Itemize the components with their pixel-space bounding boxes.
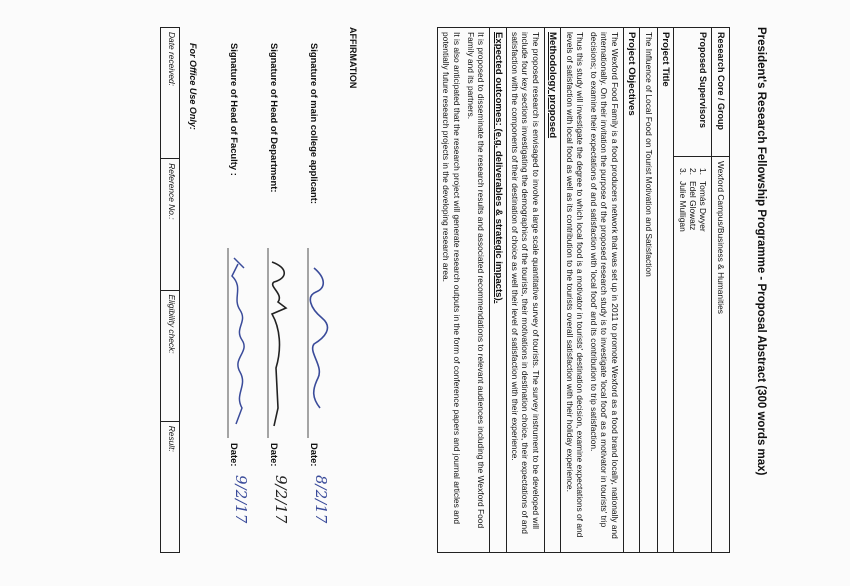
office-field-reference-no: Reference No.: (161, 159, 179, 290)
supervisor-number: 3. (677, 168, 688, 175)
office-field-result: Result: (167, 425, 177, 452)
objectives-paragraph: Thus this study will investigate the degree to which local food is a motivator in tourists' destination decision, examine expectations of and levels of satisfaction with local food as well as its contribution to the tourists overall satisfaction with their holiday experience. (564, 32, 585, 538)
handwritten-date: 9/2/17 (272, 475, 290, 524)
signature-label: Signature of Head of Department: (269, 43, 280, 193)
handwritten-signature (306, 248, 330, 438)
methodology-label: Methodology proposed (544, 28, 561, 552)
project-title-label: Project Title (657, 28, 674, 552)
research-core-row (711, 28, 729, 552)
research-core-label: Research Core / Group (712, 28, 729, 157)
form-title: President's Research Fellowship Programme - Proposal Abstract (300 words max) (755, 27, 767, 476)
supervisor-item (677, 161, 687, 548)
proposal-table (437, 27, 730, 553)
office-field-date-received: Date received: (161, 28, 179, 159)
research-core-value: Wexford Campus/Business & Humanities (716, 161, 726, 314)
supervisors-label: Proposed Supervisors (674, 28, 711, 157)
outcomes-paragraph: It is proposed to disseminate the research results and associated recommendations to relevant audiences including the Wexford Food Family and its partners. (465, 32, 487, 529)
signature-label: Signature of main college applicant: (309, 43, 320, 204)
project-section (438, 28, 673, 552)
supervisor-name: Tomás Dwyer (698, 181, 709, 232)
handwritten-date: 8/2/17 (312, 475, 330, 524)
supervisors-list (677, 161, 708, 548)
office-use-table (160, 27, 180, 553)
supervisor-item (698, 161, 708, 548)
outcomes-paragraph: It is also anticipated that the research project will generate research outputs in the form of conference papers and journal articles and potentially future research projects in the developing research area. (441, 32, 462, 525)
supervisor-name: Edel Glowatz (687, 181, 698, 231)
office-field-eligibility-check: Eligibility check: (161, 291, 179, 422)
signature-label: Signature of Head of Faculty : (229, 43, 240, 176)
supervisor-item (688, 161, 698, 548)
affirmation-label: AFFIRMATION (348, 27, 358, 89)
signature-line-head-of-department (264, 43, 290, 543)
outcomes-text (438, 28, 489, 552)
signature-line-head-of-faculty (224, 43, 250, 543)
date-label: Date: (229, 443, 240, 467)
supervisor-name: Julie Mulligan (677, 181, 688, 232)
handwritten-signature (226, 248, 250, 438)
supervisors-row (673, 28, 711, 552)
objectives-text (560, 28, 622, 552)
objectives-paragraph: The Wexford Food Family is a food producers network that was set up in 2011 to promote Wexford as a food brand locally, nationally and internationally. On their invitation the purpose of the proposed research study is to investigate 'local food' as a motivator in tourists' trip decisions; to examine their expectations of and satisfaction with 'local food' and its contribution to trip satisfaction. (589, 32, 620, 539)
date-label: Date: (269, 443, 280, 467)
office-use-label: For Office Use Only: (188, 43, 198, 130)
project-title-value: The Influence of Local Food on Tourist Motivation and Satisfaction (639, 28, 656, 552)
rotated-form-sheet (80, 21, 770, 565)
date-label: Date: (309, 443, 320, 467)
objectives-label: Project Objectives (623, 28, 640, 552)
signature-line-applicant (304, 43, 330, 543)
supervisor-number: 1. (698, 168, 709, 175)
supervisors-list-cell (674, 157, 711, 552)
handwritten-date: 9/2/17 (232, 475, 250, 524)
outcomes-label: Expected outcomes: (e.g. deliverables & strategic impacts). (489, 28, 506, 552)
supervisor-number: 2. (687, 168, 698, 175)
methodology-text: The proposed research is envisaged to involve a large scale quantitative survey of tourists. The survey instrument to be developed will include four key sections investigating the demographics of the tourists, their motivations in destination choice, their expectations of and satisfaction with the components of their destination of choice as well their level of satisfaction with their experience. (506, 28, 544, 552)
handwritten-signature (266, 248, 290, 438)
